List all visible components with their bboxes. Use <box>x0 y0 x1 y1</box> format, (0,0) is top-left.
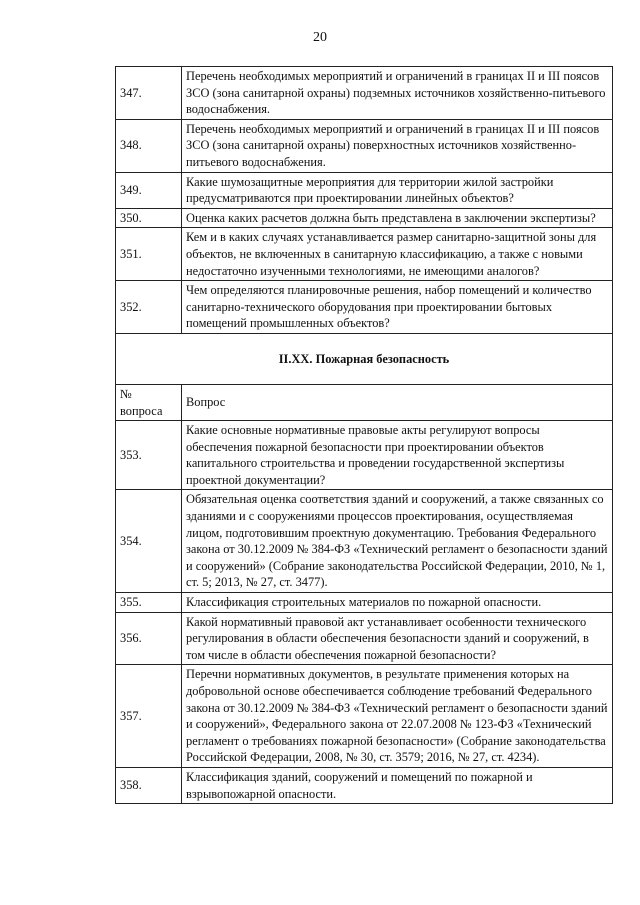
question-text: Оценка каких расчетов должна быть представлена в заключении экспертизы? <box>182 208 613 228</box>
question-number: 352. <box>116 281 182 334</box>
question-text: Какой нормативный правовой акт устанавливает особенности технического регулирования в области обеспечения безопасности зданий и сооружений, в том числе в области обеспечения пожарной безопасности? <box>182 612 613 665</box>
question-number: 358. <box>116 767 182 803</box>
question-number: 355. <box>116 593 182 613</box>
table-row <box>116 172 613 208</box>
table-row <box>116 208 613 228</box>
section-row <box>116 333 613 384</box>
question-number: 347. <box>116 67 182 120</box>
table-row <box>116 67 613 120</box>
table-row <box>116 119 613 172</box>
section-block <box>116 333 613 420</box>
column-header-number: № вопроса <box>116 384 182 420</box>
table-row <box>116 593 613 613</box>
question-number: 354. <box>116 490 182 593</box>
questions-after-section <box>116 421 613 804</box>
question-text: Кем и в каких случаях устанавливается размер санитарно-защитной зоны для объектов, не включенных в санитарную классификацию, а также с новыми недостаточно изученными технологиями, не имеющими аналогов? <box>182 228 613 281</box>
table-row <box>116 490 613 593</box>
question-text: Классификация зданий, сооружений и помещений по пожарной и взрывопожарной опасности. <box>182 767 613 803</box>
questions-table <box>115 66 613 804</box>
table-row <box>116 665 613 768</box>
question-text: Чем определяются планировочные решения, набор помещений и количество санитарно-технического оборудования при проектировании бытовых помещений промышленных объектов? <box>182 281 613 334</box>
question-number: 356. <box>116 612 182 665</box>
question-number: 348. <box>116 119 182 172</box>
page-number: 20 <box>313 30 327 45</box>
table-row <box>116 421 613 490</box>
column-header-question: Вопрос <box>182 384 613 420</box>
table-row <box>116 612 613 665</box>
question-number: 351. <box>116 228 182 281</box>
question-number: 353. <box>116 421 182 490</box>
question-text: Перечень необходимых мероприятий и ограничений в границах II и III поясов ЗСО (зона санитарной охраны) подземных источников хозяйственно-питьевого водоснабжения. <box>182 67 613 120</box>
question-text: Перечни нормативных документов, в результате применения которых на добровольной основе обеспечивается соблюдение требований Федерального закона от 30.12.2009 № 384-ФЗ «Технический регламент о безопасности зданий и сооружений», Федерального закона от 22.07.2008 № 123-ФЗ «Технический регламент о требованиях пожарной безопасности» (Собрание законодательства Российской Федерации, 2008, № 30, ст. 3579; 2016, № 27, ст. 4234). <box>182 665 613 768</box>
question-text: Какие шумозащитные мероприятия для территории жилой застройки предусматриваются при проектировании линейных объектов? <box>182 172 613 208</box>
table-header-row <box>116 384 613 420</box>
question-number: 349. <box>116 172 182 208</box>
table-row <box>116 281 613 334</box>
questions-before-section <box>116 67 613 334</box>
table-row <box>116 767 613 803</box>
question-number: 350. <box>116 208 182 228</box>
question-text: Перечень необходимых мероприятий и ограничений в границах II и III поясов ЗСО (зона санитарной охраны) поверхностных источников хозяйственно-питьевого водоснабжения. <box>182 119 613 172</box>
question-text: Какие основные нормативные правовые акты регулируют вопросы обеспечения пожарной безопасности при проектировании объектов капитального строительства и проведении государственной экспертизы проектной документации? <box>182 421 613 490</box>
question-text: Обязательная оценка соответствия зданий и сооружений, а также связанных со зданиями и с сооружениями процессов проектирования, осуществляемая лицом, подготовившим проектную документацию. Требования Федерального закона от 30.12.2009 № 384-ФЗ «Технический регламент о безопасности зданий и сооружений» (Собрание законодательства Российской Федерации, 2010, № 1, ст. 5; 2013, № 27, ст. 3477). <box>182 490 613 593</box>
table-row <box>116 228 613 281</box>
question-number: 357. <box>116 665 182 768</box>
section-title: II.XX. Пожарная безопасность <box>116 333 613 384</box>
question-text: Классификация строительных материалов по пожарной опасности. <box>182 593 613 613</box>
